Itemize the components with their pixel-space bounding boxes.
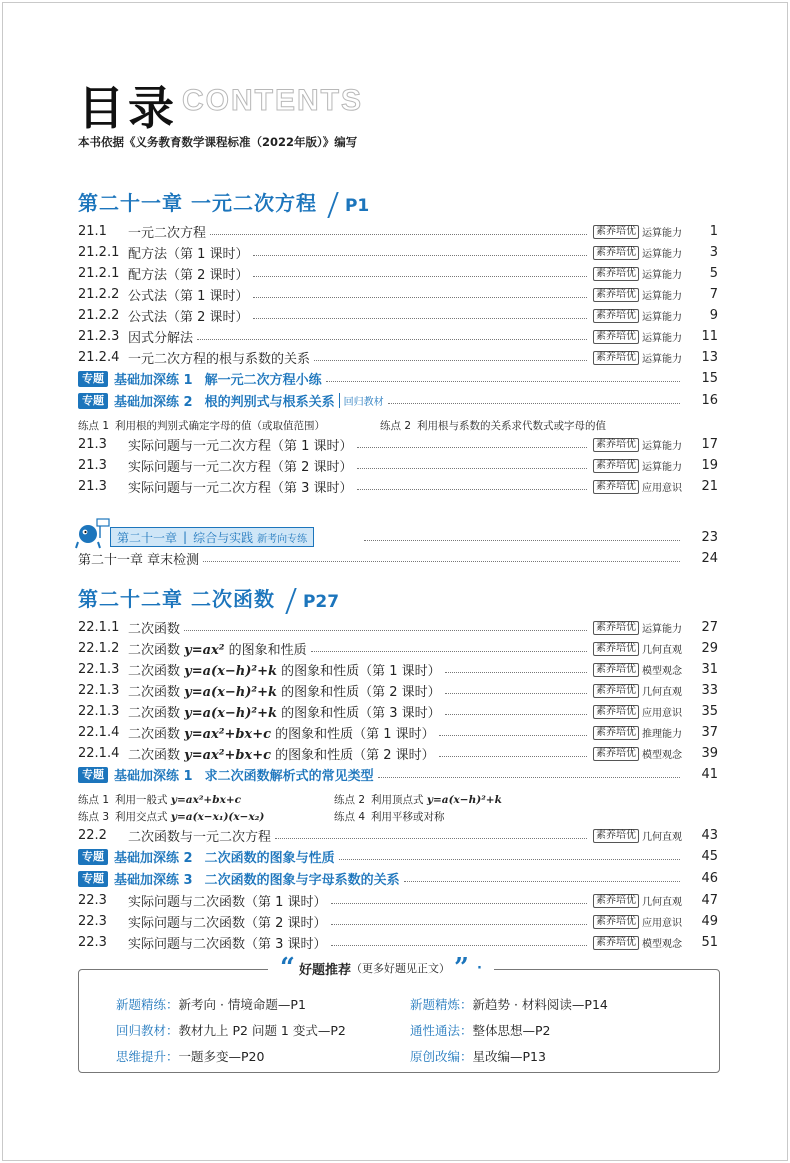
quote-close-icon: ” — [453, 953, 469, 983]
literacy-badge: 素养培优 — [593, 684, 639, 698]
toc-row[interactable] — [78, 743, 718, 764]
chapter-title: 第二十一章 一元二次方程 — [78, 191, 317, 215]
page-number: 46 — [701, 871, 718, 886]
topic-note: 回归教材 — [339, 393, 384, 408]
ability-label: 模型观念 — [642, 666, 682, 677]
section-title: 实际问题与一元二次方程（第 2 课时） — [128, 460, 353, 475]
topic-tag: 专题 — [78, 393, 108, 409]
leader-dots — [439, 756, 587, 757]
page-number: 31 — [701, 662, 718, 677]
chapter-22-heading[interactable] — [78, 582, 339, 612]
page-title-en: CONTENTS — [182, 84, 363, 117]
section-title: 配方法（第 1 课时） — [128, 247, 249, 262]
recommendation-item[interactable]: 原创改编：星改编—P13 — [410, 1049, 546, 1064]
toc-row[interactable] — [78, 617, 718, 638]
chapter-page: P27 — [302, 592, 340, 612]
ability-label: 模型观念 — [642, 750, 682, 761]
literacy-badge: 素养培优 — [593, 747, 639, 761]
leader-dots — [357, 489, 587, 490]
literacy-badge: 素养培优 — [593, 726, 639, 740]
toc-row[interactable] — [360, 527, 718, 548]
section-number: 21.2.2 — [78, 287, 120, 302]
section-title: 公式法（第 1 课时） — [128, 289, 249, 304]
section-title: 实际问题与二次函数（第 1 课时） — [128, 895, 327, 910]
page-number: 33 — [701, 683, 718, 698]
page-number: 3 — [709, 245, 718, 260]
section-title: 二次函数 y=a(x−h)²+k 的图象和性质（第 2 课时） — [128, 685, 441, 700]
page-number: 37 — [701, 725, 718, 740]
ability-label: 推理能力 — [642, 729, 682, 740]
leader-dots — [445, 693, 587, 694]
leader-dots — [331, 903, 587, 904]
section-title: 二次函数 y=a(x−h)²+k 的图象和性质（第 1 课时） — [128, 664, 441, 679]
practice-point: 练点 4 利用平移或对称 — [334, 811, 445, 823]
chapter-21-heading[interactable] — [78, 186, 369, 216]
section-title: 二次函数 y=ax² 的图象和性质 — [128, 643, 307, 658]
leader-dots — [184, 630, 587, 631]
topic-title: 基础加深练 2 二次函数的图象与性质 — [114, 851, 335, 866]
special-topic-row[interactable] — [78, 368, 718, 389]
page-number: 16 — [701, 393, 718, 408]
practice-point: 练点 2 利用根与系数的关系求代数式或字母的值 — [380, 420, 607, 432]
page-number: 49 — [701, 914, 718, 929]
page-number: 23 — [701, 530, 718, 545]
page-number: 39 — [701, 746, 718, 761]
ability-label: 几何直观 — [642, 645, 682, 656]
leader-dots — [311, 651, 587, 652]
literacy-badge: 素养培优 — [593, 705, 639, 719]
toc-row[interactable] — [78, 659, 718, 680]
section-title: 一元二次方程 — [128, 226, 207, 241]
dot-icon: · — [476, 960, 482, 976]
literacy-badge: 素养培优 — [593, 246, 639, 260]
section-number: 22.3 — [78, 935, 107, 950]
literacy-badge: 素养培优 — [593, 438, 639, 452]
toc-row[interactable] — [78, 242, 718, 263]
toc-row[interactable] — [78, 701, 718, 722]
topic-title: 基础加深练 1 解一元二次方程小练 — [114, 373, 322, 388]
page-number: 27 — [701, 620, 718, 635]
section-number: 22.3 — [78, 893, 107, 908]
leader-dots — [331, 924, 587, 925]
leader-dots — [275, 838, 587, 839]
section-number: 22.1.3 — [78, 704, 120, 719]
section-title: 因式分解法 — [128, 331, 194, 346]
section-title: 实际问题与二次函数（第 3 课时） — [128, 937, 327, 952]
section-number: 22.1.4 — [78, 725, 120, 740]
special-topic-row[interactable] — [78, 868, 718, 889]
section-title: 公式法（第 2 课时） — [128, 310, 249, 325]
ability-label: 运算能力 — [642, 228, 682, 239]
page-number: 21 — [701, 479, 718, 494]
toc-row[interactable] — [78, 326, 718, 347]
ability-label: 应用意识 — [642, 708, 682, 719]
recommendation-item[interactable]: 思维提升：一题多变—P20 — [116, 1049, 265, 1064]
leader-dots — [326, 381, 680, 382]
ability-label: 几何直观 — [642, 832, 682, 843]
section-number: 21.2.1 — [78, 266, 120, 281]
literacy-badge: 素养培优 — [593, 351, 639, 365]
section-number: 21.3 — [78, 479, 107, 494]
toc-row[interactable] — [78, 476, 718, 497]
ability-label: 应用意识 — [642, 483, 682, 494]
leader-dots — [253, 255, 587, 256]
topic-tag: 专题 — [78, 849, 108, 865]
leader-dots — [357, 447, 587, 448]
special-topic-row[interactable] — [78, 764, 718, 785]
leader-dots — [253, 276, 587, 277]
ability-label: 运算能力 — [642, 333, 682, 344]
topic-title: 基础加深练 2 根的判别式与根系关系 — [114, 395, 335, 410]
page-number: 41 — [701, 767, 718, 782]
section-number: 22.1.3 — [78, 683, 120, 698]
recommendation-title: “ 好题推荐 （更多好题见正文） ” · — [268, 958, 494, 978]
practice-point: 练点 3 利用交点式 y=a(x−x₁)(x−x₂) — [78, 811, 265, 823]
ability-label: 运算能力 — [642, 354, 682, 365]
page-number: 17 — [701, 437, 718, 452]
leader-dots — [445, 672, 587, 673]
section-number: 22.1.1 — [78, 620, 120, 635]
page-number: 7 — [709, 287, 718, 302]
section-title: 二次函数 — [128, 622, 181, 637]
section-title: 二次函数 y=ax²+bx+c 的图象和性质（第 2 课时） — [128, 748, 435, 763]
slash-divider — [283, 588, 299, 612]
toc-row[interactable] — [78, 263, 718, 284]
literacy-badge: 素养培优 — [593, 288, 639, 302]
zh-chapter: 第二十一章 — [117, 530, 178, 545]
toc-row[interactable] — [78, 284, 718, 305]
toc-row[interactable] — [78, 680, 718, 701]
topic-tag: 专题 — [78, 871, 108, 887]
subtitle: 本书依据《义务教育数学课程标准（2022年版）》编写 — [78, 135, 358, 149]
section-number: 21.3 — [78, 437, 107, 452]
leader-dots — [378, 777, 680, 778]
section-title: 二次函数 y=ax²+bx+c 的图象和性质（第 1 课时） — [128, 727, 435, 742]
leader-dots — [339, 859, 680, 860]
ability-label: 运算能力 — [642, 462, 682, 473]
page-number: 15 — [701, 371, 718, 386]
leader-dots — [364, 540, 680, 541]
section-title: 配方法（第 2 课时） — [128, 268, 249, 283]
section-number: 21.2.1 — [78, 245, 120, 260]
section-title: 第二十一章 章末检测 — [78, 553, 200, 568]
toc-row[interactable] — [78, 347, 718, 368]
page-number: 5 — [709, 266, 718, 281]
chapter-page: P1 — [344, 196, 370, 216]
special-topic-row[interactable] — [78, 390, 718, 411]
section-number: 21.2.2 — [78, 308, 120, 323]
ability-label: 应用意识 — [642, 918, 682, 929]
section-number: 21.2.3 — [78, 329, 120, 344]
practice-point: 练点 1 利用一般式 y=ax²+bx+c — [78, 794, 242, 806]
page-number: 47 — [701, 893, 718, 908]
comprehensive-practice-tab[interactable]: 第二十一章 | 综合与实践 新考向专练 — [110, 527, 314, 547]
ability-label: 运算能力 — [642, 270, 682, 281]
ability-label: 运算能力 — [642, 624, 682, 635]
leader-dots — [404, 881, 680, 882]
zh-note: 新考向专练 — [257, 533, 308, 545]
toc-row[interactable] — [78, 434, 718, 455]
leader-dots — [439, 735, 587, 736]
leader-dots — [357, 468, 587, 469]
leader-dots — [253, 297, 587, 298]
page-title: 目录 — [78, 81, 178, 135]
leader-dots — [331, 945, 587, 946]
section-number: 22.1.2 — [78, 641, 120, 656]
page-number: 35 — [701, 704, 718, 719]
ability-label: 模型观念 — [642, 939, 682, 950]
literacy-badge: 素养培优 — [593, 936, 639, 950]
page-number: 19 — [701, 458, 718, 473]
ability-label: 几何直观 — [642, 897, 682, 908]
topic-tag: 专题 — [78, 371, 108, 387]
leader-dots — [203, 561, 680, 562]
page-number: 43 — [701, 828, 718, 843]
toc-row[interactable] — [78, 638, 718, 659]
slash-divider — [325, 192, 341, 216]
toc-row[interactable] — [78, 932, 718, 953]
literacy-badge: 素养培优 — [593, 459, 639, 473]
toc-row[interactable] — [78, 548, 718, 569]
ability-label: 运算能力 — [642, 312, 682, 323]
leader-dots — [197, 339, 587, 340]
toc-row[interactable] — [78, 722, 718, 743]
section-number: 22.1.3 — [78, 662, 120, 677]
page-number: 11 — [701, 329, 718, 344]
literacy-badge: 素养培优 — [593, 829, 639, 843]
section-number: 21.3 — [78, 458, 107, 473]
literacy-badge: 素养培优 — [593, 330, 639, 344]
recommendation-item[interactable]: 新题精炼：新趋势 · 材料阅读—P14 — [410, 997, 608, 1012]
leader-dots — [445, 714, 587, 715]
leader-dots — [253, 318, 587, 319]
topic-title: 基础加深练 3 二次函数的图象与字母系数的关系 — [114, 873, 400, 888]
section-title: 实际问题与一元二次方程（第 1 课时） — [128, 439, 353, 454]
literacy-badge: 素养培优 — [593, 309, 639, 323]
section-title: 实际问题与二次函数（第 2 课时） — [128, 916, 327, 931]
literacy-badge: 素养培优 — [593, 663, 639, 677]
section-number: 21.1 — [78, 224, 107, 239]
page-number: 45 — [701, 849, 718, 864]
ability-label: 运算能力 — [642, 249, 682, 260]
literacy-badge: 素养培优 — [593, 894, 639, 908]
mascot-icon — [74, 516, 110, 550]
section-number: 21.2.4 — [78, 350, 120, 365]
literacy-badge: 素养培优 — [593, 225, 639, 239]
quote-open-icon: “ — [280, 953, 295, 983]
literacy-badge: 素养培优 — [593, 480, 639, 494]
leader-dots — [314, 360, 587, 361]
toc-row[interactable] — [78, 825, 718, 846]
literacy-badge: 素养培优 — [593, 267, 639, 281]
section-title: 二次函数 y=a(x−h)²+k 的图象和性质（第 3 课时） — [128, 706, 441, 721]
page-number: 51 — [701, 935, 718, 950]
topic-tag: 专题 — [78, 767, 108, 783]
page-number: 29 — [701, 641, 718, 656]
leader-dots — [388, 403, 680, 404]
ability-label: 运算能力 — [642, 291, 682, 302]
practice-point: 练点 1 利用根的判别式确定字母的值（或取值范围） — [78, 420, 326, 432]
practice-point: 练点 2 利用顶点式 y=a(x−h)²+k — [334, 794, 502, 806]
section-number: 22.3 — [78, 914, 107, 929]
special-topic-row[interactable] — [78, 846, 718, 867]
toc-row[interactable] — [78, 305, 718, 326]
literacy-badge: 素养培优 — [593, 621, 639, 635]
page-number: 9 — [709, 308, 718, 323]
toc-row[interactable] — [78, 890, 718, 911]
section-title: 二次函数与一元二次方程 — [128, 830, 272, 845]
recommendation-item[interactable]: 回归教材：教材九上 P2 问题 1 变式—P2 — [116, 1023, 346, 1038]
page-number: 24 — [701, 551, 718, 566]
page-number: 1 — [709, 224, 718, 239]
section-number: 22.1.4 — [78, 746, 120, 761]
section-number: 22.2 — [78, 828, 107, 843]
toc-row[interactable] — [78, 911, 718, 932]
toc-row[interactable] — [78, 455, 718, 476]
toc-row[interactable] — [78, 221, 718, 242]
section-title: 实际问题与一元二次方程（第 3 课时） — [128, 481, 353, 496]
section-title: 一元二次方程的根与系数的关系 — [128, 352, 311, 367]
recommendation-item[interactable]: 新题精练：新考向 · 情境命题—P1 — [116, 997, 306, 1012]
literacy-badge: 素养培优 — [593, 915, 639, 929]
ability-label: 运算能力 — [642, 441, 682, 452]
recommendation-item[interactable]: 通性通法：整体思想—P2 — [410, 1023, 551, 1038]
chapter-title: 第二十二章 二次函数 — [78, 587, 275, 611]
literacy-badge: 素养培优 — [593, 642, 639, 656]
ability-label: 几何直观 — [642, 687, 682, 698]
page-number: 13 — [701, 350, 718, 365]
zh-sub: 综合与实践 — [193, 530, 254, 545]
topic-title: 基础加深练 1 求二次函数解析式的常见类型 — [114, 769, 374, 784]
leader-dots — [210, 234, 587, 235]
